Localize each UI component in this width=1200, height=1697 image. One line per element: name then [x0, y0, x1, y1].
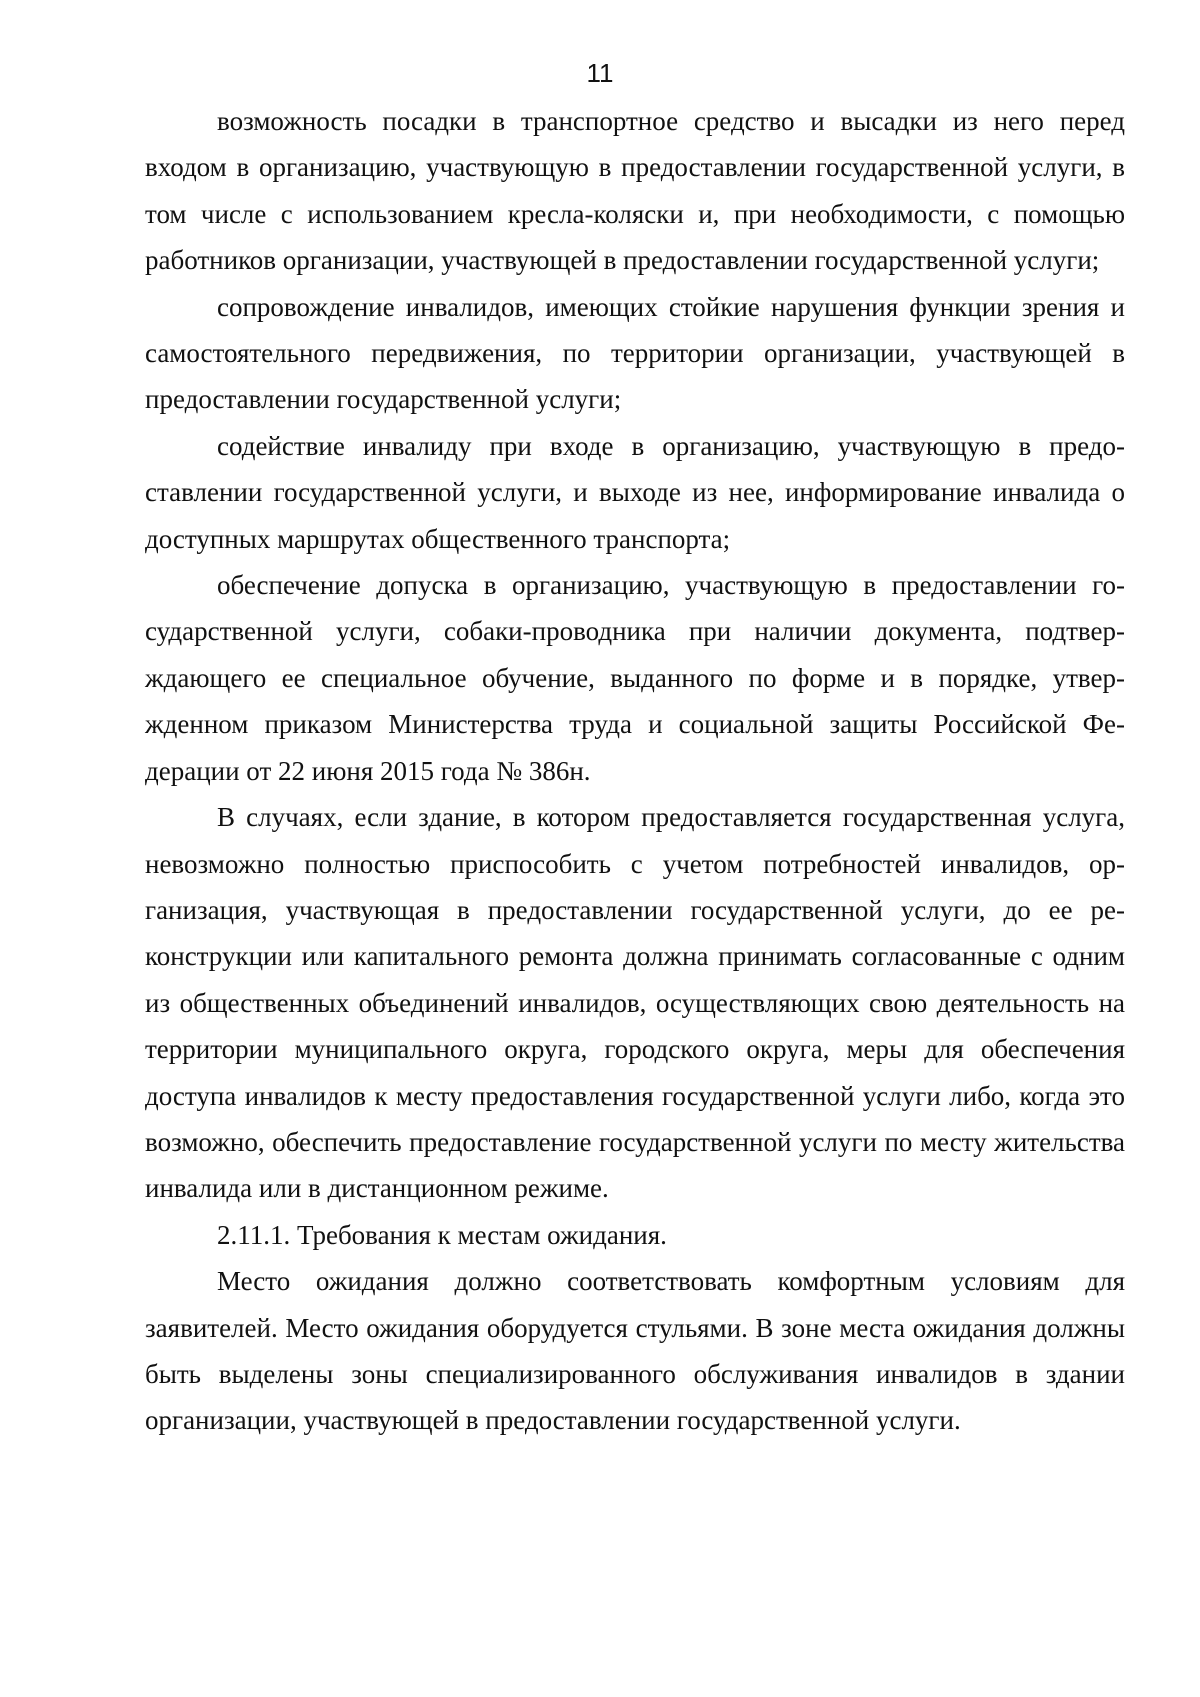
page-number: 11 [586, 58, 614, 88]
paragraph-boarding-assistance: возможность посадки в транспортное средство и высадки из него перед входом в организацию, участвующую в предоставлении государственной услуги, в том числе с использованием кресла-коляски и, при необходимости, с помощью работников организации, участвующей в предоставлении государственной услуги; [145, 106, 1125, 276]
paragraph-building-adaptation: В случаях, если здание, в котором предоставляется государственная услуга, невозможно полностью приспособить с учетом потребностей инвалидов, организация, участвующая в предоставлении государственной услуги, до ее реконструкции или капитального ремонта должна принимать согласованные с одним из общественных объединений инвалидов, осуществляющих свою деятельность на территории муниципального округа, городского округа, меры для обеспечения доступа инвалидов к месту предоставления государственной услуги либо, когда это возможно, обеспечить предоставление государственной услуги по месту жительства инвалида или в дистанционном режиме. [145, 802, 1125, 1204]
paragraph-guide-dog-access: обеспечение допуска в организацию, участвующую в предоставлении государственной услуги, собаки-проводника при наличии документа, подтверждающего ее специальное обучение, выданного по форме и в порядке, утвержденном приказом Министерства труда и социальной защиты Российской Федерации от 22 июня 2015 года № 386н. [145, 570, 1125, 786]
document-body [145, 98, 1125, 1444]
paragraph-waiting-area-requirements: Место ожидания должно соответствовать комфортным условиям для заявителей. Место ожидания оборудуется стульями. В зоне места ожидания должны быть выделены зоны специализированного обслуживания инвалидов в здании организации, участвующей в предоставлении государственной услуги. [145, 1266, 1125, 1436]
section-heading-waiting-areas: 2.11.1. Требования к местам ожидания. [217, 1219, 667, 1250]
paragraph-escort-disabled: сопровождение инвалидов, имеющих стойкие нарушения функции зрения и самостоятельного передвижения, по территории организации, участвующей в предоставлении государственной услуги; [145, 291, 1125, 415]
paragraph-entry-exit-assistance: содействие инвалиду при входе в организацию, участвующую в предоставлении государственной услуги, и выходе из нее, информирование инвалида о доступных маршрутах общественного транспорта; [145, 430, 1125, 554]
